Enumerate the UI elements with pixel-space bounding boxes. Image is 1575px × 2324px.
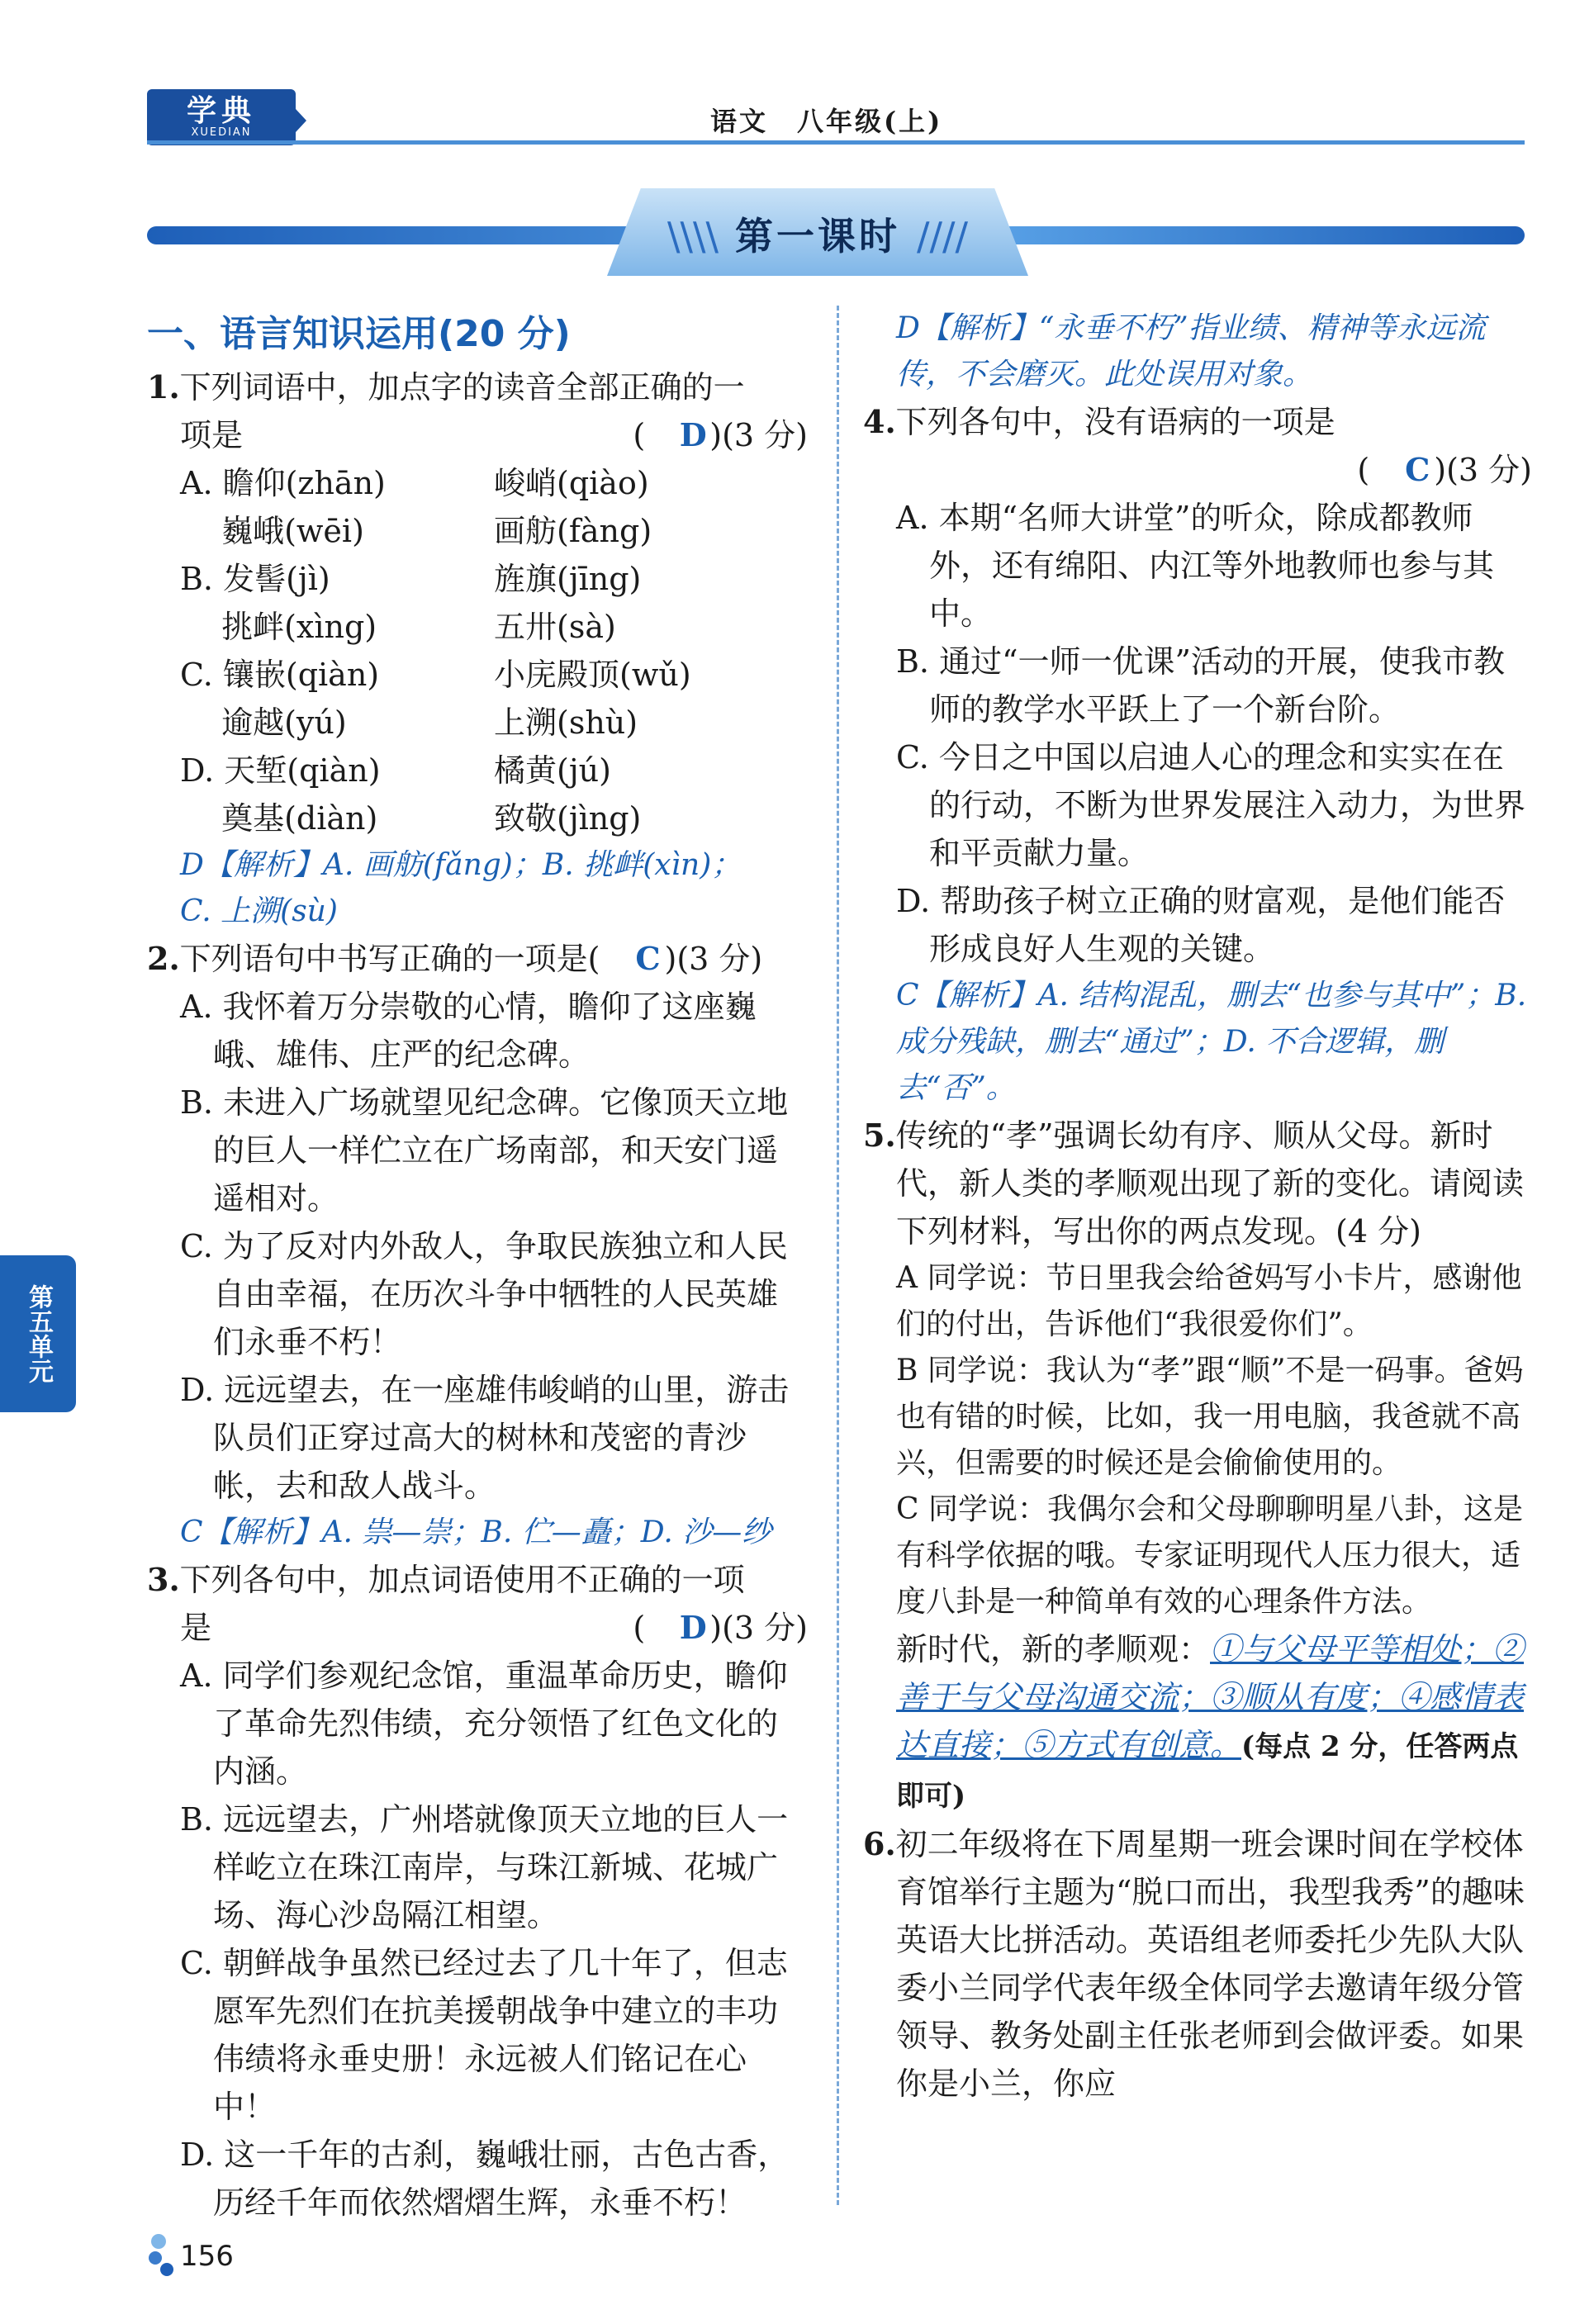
brand-name-en: XUEDIAN [191,126,252,139]
paren-open: ( [633,417,646,453]
answer-lead: 新时代，新的孝顺观： [896,1631,1211,1667]
question-2 [147,935,808,1556]
explanation: C【解析】A. 结构混乱，删去“也参与其中”；B. 成分残缺，删去“通过”；D. 不合逻辑，删去“否”。 [896,979,1527,1105]
left-column [147,306,808,2227]
option-cell: 旌旗(jīng) [494,561,642,597]
question-6 [863,1820,1532,2108]
option-d: D. 这一千年的古刹，巍峨壮丽，古色古香，历经千年而依然熠熠生辉，永垂不朽！ [180,2137,790,2221]
answer-letter: D [679,1609,707,1646]
lesson-title [607,206,1028,261]
explanation-q3: D【解析】“永垂不朽”指业绩、精神等永远流传，不会磨灭。此处误用对象。 [896,311,1486,391]
option-b: B. 通过“一师一优课”活动的开展，使我市教师的教学水平跃上了一个新台阶。 [896,643,1505,728]
question-1 [147,363,808,935]
question-4 [863,398,1532,1112]
brand-name: 学典 [186,93,256,128]
decorative-slashes-right: //// [917,214,969,258]
score: )(3 分) [709,1610,808,1646]
option-a: A. 同学们参观纪念馆，重温革命历史，瞻仰了革命先烈伟绩，充分领悟了红色文化的内涵。 [180,1658,788,1790]
unit-side-tab: 第五单元 [0,1255,76,1412]
handwritten-answer: ①与父母平等相处；②善于与父母沟通交流；③顺从有度；④感情表达直接；⑤方式有创意。 [896,1631,1525,1763]
option-cell: 画舫(fàng) [494,513,652,549]
material-c: C 同学说：我偶尔会和父母聊聊明星八卦，这是有科学依据的哦。专家证明现代人压力很大，适度八卦是一种简单有效的心理条件方法。 [896,1492,1523,1619]
option-c: C. 为了反对内外敌人，争取民族独立和人民自由幸福，在历次斗争中牺牲的人民英雄们永垂不朽！ [180,1228,788,1360]
option-cell: A. 瞻仰(zhān) [180,465,386,501]
paren-open: ( [1357,452,1370,488]
answer-letter: C [1405,451,1430,488]
option-d: D. 远远望去，在一座雄伟峻峭的山里，游击队员们正穿过高大的树林和茂密的青沙帐，去和敌人战斗。 [180,1372,790,1504]
right-column [863,306,1532,2108]
option-cell: D. 天堑(qiàn) [180,752,381,789]
header-rule [147,140,1525,145]
answer-letter: D [679,416,707,453]
question-3 [147,1556,808,2227]
brand-logo-tail [285,97,306,144]
option-cell: 挑衅(xìng) [180,609,377,645]
column-divider [837,306,839,2205]
question-number: 6. [863,1825,896,1862]
score: )(3 分) [664,941,763,977]
scoring-note: (每点 2 分，任答两点即可) [896,1730,1519,1813]
page-number: 156 [180,2240,234,2273]
option-a: A. 我怀着万分崇敬的心情，瞻仰了这座巍峨、雄伟、庄严的纪念碑。 [180,989,757,1073]
question-stem: 下列各句中，没有语病的一项是 [895,404,1335,440]
score: )(3 分) [1434,452,1532,488]
answer-slot [863,446,1532,494]
options-grid [180,459,808,842]
question-stem-cont: 项是 [180,417,244,453]
question-stem-cont: 是 [180,1610,212,1646]
option-a: A. 本期“名师大讲堂”的听众，除成都教师外，还有绵阳、内江等外地教师也参与其中。 [896,500,1495,632]
option-cell: 上溯(shù) [494,704,638,741]
explanation: C【解析】A. 祟—崇；B. 伫—矗；D. 沙—纱 [180,1515,772,1549]
material-a: A 同学说：节日里我会给爸妈写小卡片，感谢他们的付出，告诉他们“我很爱你们”。 [896,1261,1522,1341]
question-stem: 下列词语中，加点字的读音全部正确的一 [179,369,745,406]
option-cell: 小庑殿顶(wǔ) [494,657,691,693]
option-cell: 橘黄(jú) [494,752,611,789]
option-cell: 奠基(diàn) [180,800,378,837]
option-cell: C. 镶嵌(qiàn) [180,657,380,693]
question-stem: 下列语句中书写正确的一项是( [179,941,600,977]
subject-grade: 语文 八年级(上) [710,106,943,137]
answer-letter: C [635,940,661,977]
explanation: D【解析】A. 画舫(fǎng)；B. 挑衅(xìn)； [180,848,742,882]
option-cell: B. 发髻(jì) [180,561,330,597]
option-cell: 五卅(sà) [494,609,616,645]
option-b: B. 远远望去，广州塔就像顶天立地的巨人一样屹立在珠江南岸，与珠江新城、花城广场、海心沙岛隔江相望。 [180,1801,789,1933]
question-stem: 传统的“孝”强调长幼有序、顺从父母。新时代，新人类的孝顺观出现了新的变化。请阅读下列材料，写出你的两点发现。(4 分) [895,1117,1525,1250]
decorative-slashes-left: \\\\ [667,214,719,258]
lesson-title-text: 第一课时 [735,214,900,258]
option-cell: 致敬(jìng) [494,800,642,837]
section-title: 一、语言知识运用(20 分) [147,313,571,355]
score: )(3 分) [709,417,808,453]
option-c: C. 朝鲜战争虽然已经过去了几十年了，但志愿军先烈们在抗美援朝战争中建立的丰功伟绩将永垂史册！永远被人们铭记在心中！ [180,1945,788,2125]
option-cell: 巍峨(wēi) [180,513,364,549]
question-stem: 初二年级将在下周星期一班会课时间在学校体育馆举行主题为“脱口而出，我型我秀”的趣味英语大比拼活动。英语组老师委托少先队大队委小兰同学代表年级全体同学去邀请年级分管领导、教务处副主任张老师到会做评委。如果你是小兰，你应 [895,1826,1525,2102]
question-5 [863,1112,1532,1820]
option-c: C. 今日之中国以启迪人心的理念和实实在在的行动，不断为世界发展注入动力，为世界和平贡献力量。 [896,739,1526,871]
option-cell: 峻峭(qiào) [494,465,649,501]
question-number: 1. [147,368,180,406]
answer-slot [633,411,808,459]
paren-open: ( [633,1610,646,1646]
answer-slot [633,1604,808,1652]
question-number: 5. [863,1117,896,1154]
question-number: 2. [147,940,180,977]
question-number: 3. [147,1561,180,1598]
question-number: 4. [863,403,896,440]
option-cell: 逾越(yú) [180,704,347,741]
option-b: B. 未进入广场就望见纪念碑。它像顶天立地的巨人一样伫立在广场南部，和天安门遥遥相对。 [180,1084,789,1217]
brand-logo [147,89,296,145]
question-stem: 下列各句中，加点词语使用不正确的一项 [179,1562,745,1598]
option-d: D. 帮助孩子树立正确的财富观，是他们能否形成良好人生观的关键。 [896,883,1506,967]
explanation-cont: C. 上溯(sù) [180,894,338,928]
material-b: B 同学说：我认为“孝”跟“顺”不是一码事。爸妈也有错的时候，比如，我一用电脑，我爸就不高兴，但需要的时候还是会偷偷使用的。 [896,1354,1524,1480]
